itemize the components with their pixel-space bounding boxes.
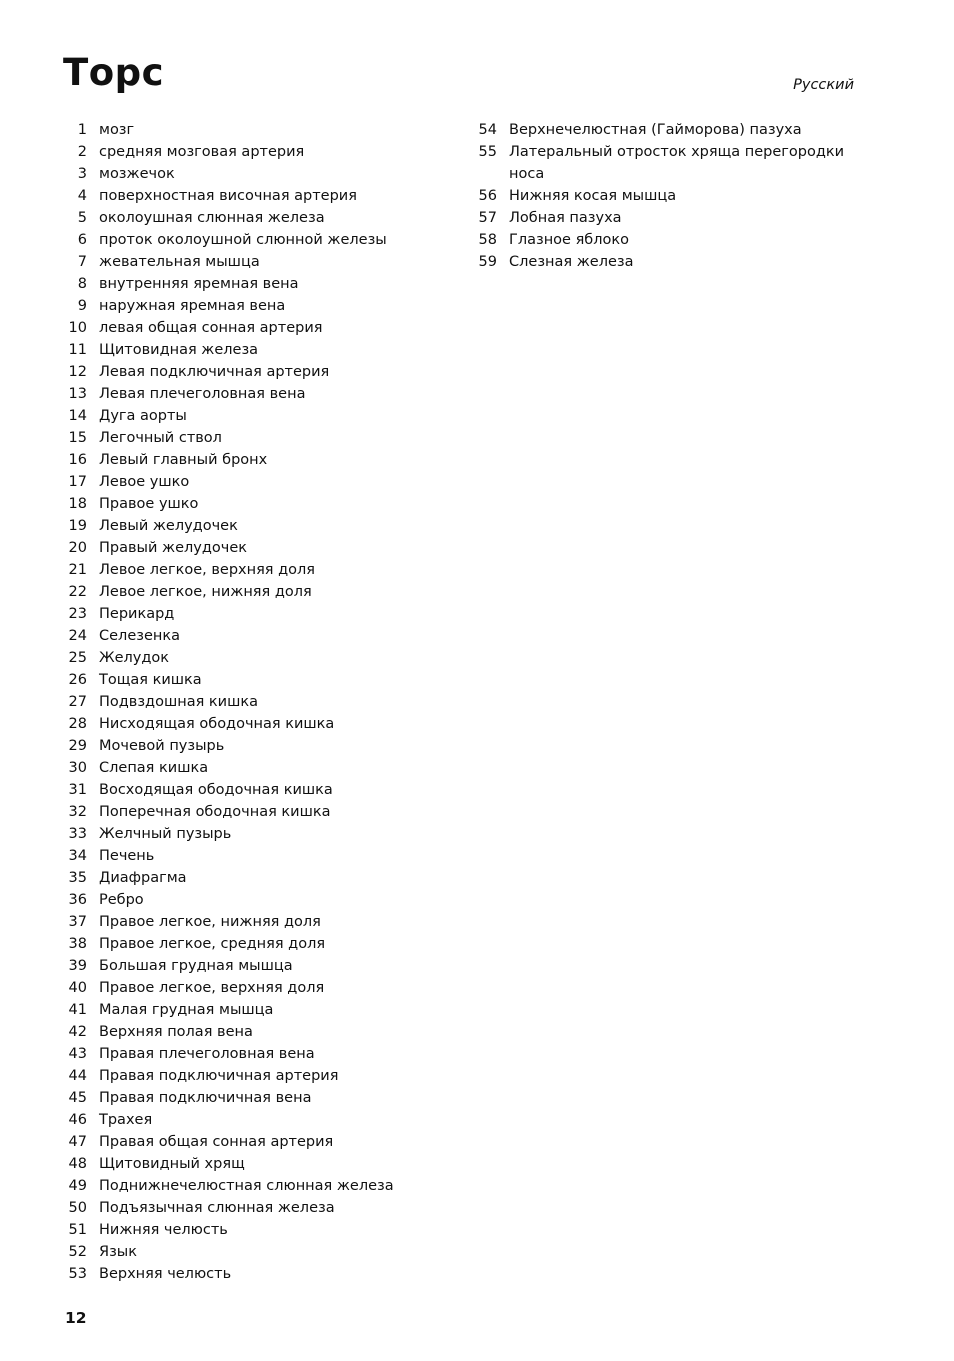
legend-item-number: 34 bbox=[68, 848, 87, 864]
legend-item-label: Правое легкое, средняя доля bbox=[99, 936, 326, 952]
legend-item-number: 10 bbox=[68, 320, 87, 336]
legend-item bbox=[470, 207, 850, 229]
legend-item-number: 35 bbox=[68, 870, 87, 886]
legend-item-number: 8 bbox=[77, 276, 87, 292]
legend-item bbox=[60, 603, 420, 625]
legend-item-label: Левое легкое, нижняя доля bbox=[99, 584, 312, 600]
legend-item bbox=[60, 273, 420, 295]
legend-item-label: Большая грудная мышца bbox=[99, 958, 293, 974]
legend-item bbox=[60, 383, 420, 405]
legend-item-label: Печень bbox=[99, 848, 155, 864]
legend-item bbox=[60, 537, 420, 559]
legend-item bbox=[60, 361, 420, 383]
legend-item bbox=[60, 1021, 420, 1043]
legend-item-label: Перикард bbox=[99, 606, 175, 622]
legend-item bbox=[60, 163, 420, 185]
legend-item-number: 24 bbox=[68, 628, 87, 644]
legend-item bbox=[60, 141, 420, 163]
legend-item bbox=[60, 1153, 420, 1175]
legend-item-label: Желчный пузырь bbox=[99, 826, 232, 842]
legend-item-label: жевательная мышца bbox=[99, 254, 260, 270]
legend-item-label: Щитовидный хрящ bbox=[99, 1156, 245, 1172]
legend-item-label: Селезенка bbox=[99, 628, 180, 644]
legend-item-number: 55 bbox=[478, 144, 497, 160]
legend-item bbox=[60, 1175, 420, 1197]
legend-item-number: 5 bbox=[77, 210, 87, 226]
legend-item-label: Подвздошная кишка bbox=[99, 694, 259, 710]
legend-item-label: Щитовидная железа bbox=[99, 342, 259, 358]
legend-item bbox=[60, 1087, 420, 1109]
legend-item-number: 33 bbox=[68, 826, 87, 842]
legend-item-label: Нисходящая ободочная кишка bbox=[99, 716, 335, 732]
legend-item bbox=[60, 1263, 420, 1285]
legend-item-label: Слезная железа bbox=[509, 254, 634, 270]
legend-item bbox=[60, 779, 420, 801]
legend-item bbox=[60, 999, 420, 1021]
legend-item-number: 27 bbox=[68, 694, 87, 710]
legend-item-label: наружная яремная вена bbox=[99, 298, 286, 314]
legend-item-label: Глазное яблоко bbox=[509, 232, 630, 248]
legend-item-number: 42 bbox=[68, 1024, 87, 1040]
legend-item-number: 36 bbox=[68, 892, 87, 908]
legend-item bbox=[60, 251, 420, 273]
legend-item-number: 29 bbox=[68, 738, 87, 754]
legend-item bbox=[60, 669, 420, 691]
legend-item-label: Правое легкое, нижняя доля bbox=[99, 914, 321, 930]
legend-item-label: Легочный ствол bbox=[99, 430, 222, 446]
legend-item-label: Левый желудочек bbox=[99, 518, 238, 534]
legend-column-left bbox=[60, 119, 420, 1285]
legend-item bbox=[60, 405, 420, 427]
legend-item bbox=[60, 317, 420, 339]
legend-item-number: 4 bbox=[77, 188, 87, 204]
legend-item-number: 9 bbox=[77, 298, 87, 314]
legend-item-label: Левое ушко bbox=[99, 474, 190, 490]
legend-item bbox=[60, 801, 420, 823]
legend-item-label: Левый главный бронх bbox=[99, 452, 268, 468]
legend-item-label: Правая плечеголовная вена bbox=[99, 1046, 315, 1062]
legend-item-number: 21 bbox=[68, 562, 87, 578]
legend-item bbox=[60, 1109, 420, 1131]
legend-item bbox=[60, 581, 420, 603]
legend-item-number: 43 bbox=[68, 1046, 87, 1062]
legend-item-label: Правое легкое, верхняя доля bbox=[99, 980, 325, 996]
legend-item bbox=[60, 845, 420, 867]
legend-item bbox=[60, 889, 420, 911]
legend-item bbox=[60, 185, 420, 207]
legend-item bbox=[60, 229, 420, 251]
legend-item-label: Верхняя челюсть bbox=[99, 1266, 232, 1282]
legend-item-label: Трахея bbox=[99, 1112, 153, 1128]
legend-item bbox=[60, 691, 420, 713]
legend-item-number: 40 bbox=[68, 980, 87, 996]
legend-item-number: 56 bbox=[478, 188, 497, 204]
legend-item-number: 37 bbox=[68, 914, 87, 930]
legend-item-number: 18 bbox=[68, 496, 87, 512]
legend-item-label: Левая плечеголовная вена bbox=[99, 386, 306, 402]
legend-item-number: 39 bbox=[68, 958, 87, 974]
legend-item bbox=[470, 185, 850, 207]
legend-item-number: 45 bbox=[68, 1090, 87, 1106]
legend-item-label: Поперечная ободочная кишка bbox=[99, 804, 331, 820]
legend-item-label: Левая подключичная артерия bbox=[99, 364, 330, 380]
legend-item bbox=[60, 1065, 420, 1087]
legend-item-number: 46 bbox=[68, 1112, 87, 1128]
legend-item-label: Диафрагма bbox=[99, 870, 187, 886]
legend-item-number: 23 bbox=[68, 606, 87, 622]
legend-item-label: Ребро bbox=[99, 892, 144, 908]
legend-item-number: 19 bbox=[68, 518, 87, 534]
legend-item-label: Верхняя полая вена bbox=[99, 1024, 253, 1040]
legend-item-label: Правая подключичная вена bbox=[99, 1090, 312, 1106]
legend-item bbox=[60, 1197, 420, 1219]
legend-item bbox=[60, 1219, 420, 1241]
legend-item-number: 28 bbox=[68, 716, 87, 732]
legend-item-number: 52 bbox=[68, 1244, 87, 1260]
legend-item-label: Нижняя косая мышца bbox=[509, 188, 677, 204]
legend-item-number: 25 bbox=[68, 650, 87, 666]
legend-item-number: 41 bbox=[68, 1002, 87, 1018]
legend-item-number: 22 bbox=[68, 584, 87, 600]
legend-item bbox=[60, 713, 420, 735]
legend-item bbox=[60, 955, 420, 977]
legend-item-label: Мочевой пузырь bbox=[99, 738, 225, 754]
legend-item-number: 53 bbox=[68, 1266, 87, 1282]
legend-item-label: левая общая сонная артерия bbox=[99, 320, 323, 336]
legend-item bbox=[60, 119, 420, 141]
legend-item bbox=[470, 119, 850, 141]
legend-item bbox=[60, 449, 420, 471]
legend-item-number: 3 bbox=[77, 166, 87, 182]
legend-item-number: 59 bbox=[478, 254, 497, 270]
legend-item-number: 20 bbox=[68, 540, 87, 556]
language-label: Русский bbox=[793, 77, 854, 93]
legend-item-number: 16 bbox=[68, 452, 87, 468]
legend-item-label: Правая подключичная артерия bbox=[99, 1068, 339, 1084]
legend-item-label: околоушная слюнная железа bbox=[99, 210, 325, 226]
page-title: Торс bbox=[63, 51, 165, 94]
legend-item-label: Слепая кишка bbox=[99, 760, 209, 776]
page-number: 12 bbox=[65, 1309, 87, 1327]
legend-item-label: Подъязычная слюнная железа bbox=[99, 1200, 335, 1216]
legend-column-right bbox=[470, 119, 850, 273]
legend-item-label: средняя мозговая артерия bbox=[99, 144, 305, 160]
legend-item bbox=[60, 559, 420, 581]
legend-item-number: 58 bbox=[478, 232, 497, 248]
legend-item-label: Восходящая ободочная кишка bbox=[99, 782, 333, 798]
legend-item bbox=[470, 141, 850, 185]
legend-item-number: 44 bbox=[68, 1068, 87, 1084]
legend-item-number: 54 bbox=[478, 122, 497, 138]
legend-item-label: мозжечок bbox=[99, 166, 175, 182]
legend-item bbox=[60, 1241, 420, 1263]
legend-item-number: 14 bbox=[68, 408, 87, 424]
legend-item-number: 57 bbox=[478, 210, 497, 226]
legend-item-label: Поднижнечелюстная слюнная железа bbox=[99, 1178, 394, 1194]
legend-item-label: поверхностная височная артерия bbox=[99, 188, 357, 204]
legend-item-label: внутренняя яремная вена bbox=[99, 276, 299, 292]
legend-item-label: Верхнечелюстная (Гайморова) пазуха bbox=[509, 122, 802, 138]
legend-item-label: Желудок bbox=[99, 650, 170, 666]
legend-item bbox=[60, 515, 420, 537]
legend-item-number: 26 bbox=[68, 672, 87, 688]
legend-item-number: 48 bbox=[68, 1156, 87, 1172]
legend-item-label: Правое ушко bbox=[99, 496, 199, 512]
legend-item bbox=[60, 295, 420, 317]
legend-item bbox=[60, 823, 420, 845]
legend-item bbox=[60, 1043, 420, 1065]
legend-item bbox=[60, 977, 420, 999]
legend-item bbox=[60, 911, 420, 933]
legend-item bbox=[470, 229, 850, 251]
legend-item bbox=[60, 735, 420, 757]
legend-item bbox=[60, 207, 420, 229]
legend-item-number: 12 bbox=[68, 364, 87, 380]
legend-item-number: 6 bbox=[77, 232, 87, 248]
legend-item-label: Латеральный отросток хряща перегородки носа bbox=[509, 144, 845, 182]
legend-item-label: Правая общая сонная артерия bbox=[99, 1134, 334, 1150]
legend-item-number: 1 bbox=[77, 122, 87, 138]
legend-item-number: 50 bbox=[68, 1200, 87, 1216]
legend-item bbox=[60, 471, 420, 493]
legend-item-label: Нижняя челюсть bbox=[99, 1222, 228, 1238]
legend-item bbox=[60, 867, 420, 889]
legend-item-number: 47 bbox=[68, 1134, 87, 1150]
legend-item-label: проток околоушной слюнной железы bbox=[99, 232, 387, 248]
legend-item-number: 38 bbox=[68, 936, 87, 952]
legend-item-label: Левое легкое, верхняя доля bbox=[99, 562, 316, 578]
legend-item bbox=[60, 339, 420, 361]
legend-item-label: мозг bbox=[99, 122, 135, 138]
legend-item-number: 49 bbox=[68, 1178, 87, 1194]
legend-item-label: Язык bbox=[99, 1244, 137, 1260]
legend-item-number: 15 bbox=[68, 430, 87, 446]
legend-item bbox=[60, 933, 420, 955]
legend-item-label: Малая грудная мышца bbox=[99, 1002, 274, 1018]
legend-item-number: 7 bbox=[77, 254, 87, 270]
legend-item-label: Лобная пазуха bbox=[509, 210, 622, 226]
legend-item-number: 17 bbox=[68, 474, 87, 490]
legend-item bbox=[60, 757, 420, 779]
legend-item-number: 32 bbox=[68, 804, 87, 820]
legend-item-label: Тощая кишка bbox=[99, 672, 202, 688]
legend-item-label: Дуга аорты bbox=[99, 408, 187, 424]
legend-item bbox=[470, 251, 850, 273]
legend-item bbox=[60, 427, 420, 449]
legend-item-number: 31 bbox=[68, 782, 87, 798]
legend-item-label: Правый желудочек bbox=[99, 540, 247, 556]
legend-item bbox=[60, 1131, 420, 1153]
legend-item-number: 13 bbox=[68, 386, 87, 402]
legend-item bbox=[60, 647, 420, 669]
legend-item bbox=[60, 493, 420, 515]
legend-item bbox=[60, 625, 420, 647]
legend-item-number: 30 bbox=[68, 760, 87, 776]
legend-item-number: 51 bbox=[68, 1222, 87, 1238]
legend-item-number: 2 bbox=[77, 144, 87, 160]
legend-item-number: 11 bbox=[68, 342, 87, 358]
